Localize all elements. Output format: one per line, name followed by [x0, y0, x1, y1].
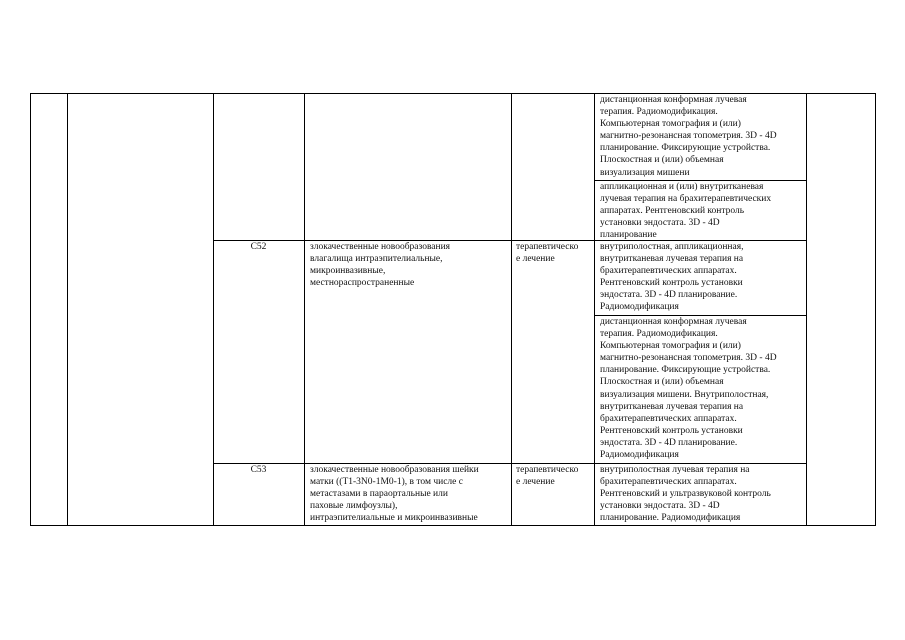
method-text: дистанционная конформная лучевая терапия. Радиомодификация. Компьютерная томография и (или) магнитно-резонансная топометрия. 3D - 4D планирование. Фиксирующие устройства. Плоскостная и (или) объемная визуализация мишени. Внутриполостная, внутритканевая лучевая терапия на брахитерапевтических аппаратах. Рентгеновский контроль установки эндостата. 3D - 4D планирование. Радиомодификация	[600, 317, 777, 461]
diagnosis-text: злокачественные новообразования шейки матки ((T1-3N0-1M0-1), в том числе с метастазами в параортальные или паховые лимфоузлы), интраэпителиальные и микроинвазивные	[310, 465, 479, 524]
method-text: аппликационная и (или) внутритканевая лучевая терапия на брахитерапевтических аппаратах. Рентгеновский контроль установки эндостата. 3D - 4D планирование	[600, 182, 772, 240]
method-text: дистанционная конформная лучевая терапия. Радиомодификация. Компьютерная томография и (или) магнитно-резонансная топометрия. 3D - 4D планирование. Фиксирующие устройства. Плоскостная и (или) объемная визуализация мишени	[600, 95, 777, 178]
col-border	[511, 93, 512, 526]
method-text: внутриполостная лучевая терапия на брахитерапевтических аппаратах. Рентгеновский и ультразвуковой контроль установки эндостата. 3D - 4D планирование. Радиомодификация	[600, 465, 771, 524]
col-border	[304, 93, 305, 526]
col-border	[594, 93, 595, 526]
icd-code: C53	[250, 465, 267, 475]
treatment-type: терапевтическо е лечение	[516, 242, 579, 265]
col-border	[67, 93, 68, 526]
col-border	[213, 93, 214, 526]
treatment-type: терапевтическо е лечение	[516, 465, 579, 488]
col-border	[806, 93, 807, 526]
icd-code: C52	[250, 242, 267, 252]
method-text: внутриполостная, аппликационная, внутритканевая лучевая терапия на брахитерапевтических аппаратах. Рентгеновский контроль установки эндостата. 3D - 4D планирование. Радиомодификация	[600, 242, 744, 313]
col-border	[30, 93, 31, 526]
col-border	[875, 93, 876, 526]
row-border	[30, 525, 876, 526]
diagnosis-text: злокачественные новообразования влагалища интраэпителиальные, микроинвазивные, местнораспространенные	[310, 242, 451, 289]
